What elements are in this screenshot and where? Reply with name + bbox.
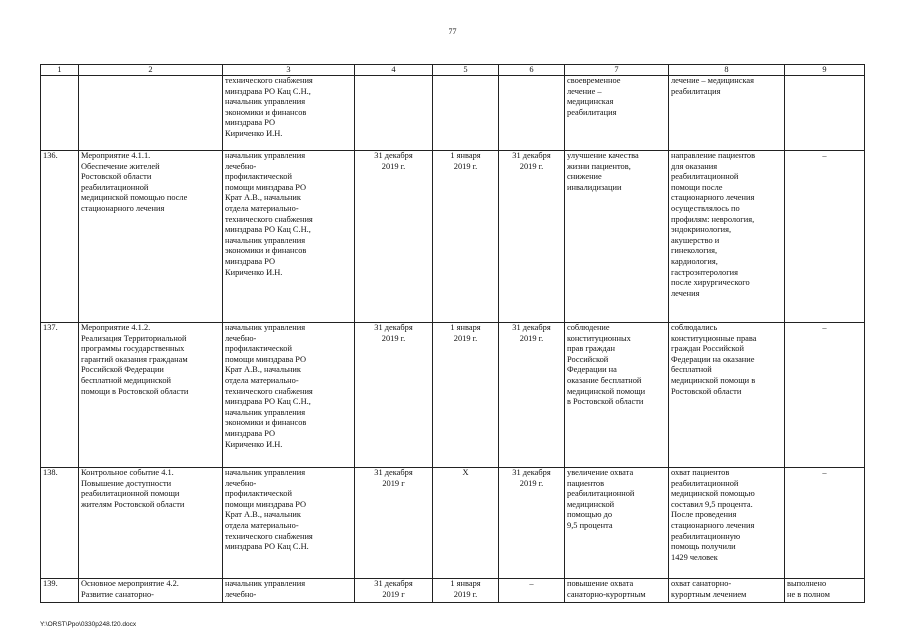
table-row (41, 468, 865, 579)
planned-end-date: 31 декабря 2019 г (355, 468, 433, 579)
column-number: 5 (433, 65, 499, 76)
actual-end-date: – (499, 579, 565, 603)
actual-start-date: 1 января 2019 г. (433, 579, 499, 603)
planned-end-date: 31 декабря 2019 г (355, 579, 433, 603)
actual-result: охват пациентов реабилитационной медицинской помощью составил 9,5 процента. После проведения стационарного лечения реабилитационную помощь получили 1429 человек (669, 468, 785, 579)
measure-name: Мероприятие 4.1.1. Обеспечение жителей Ростовской области реабилитационной медицинской помощью после стационарного лечения (79, 151, 223, 323)
row-number: 136. (41, 151, 79, 323)
planned-result: соблюдение конституционных прав граждан Российской Федерации на оказание бесплатной медицинской помощи в Ростовской области (565, 323, 669, 468)
column-number: 4 (355, 65, 433, 76)
measure-name: Контрольное событие 4.1. Повышение доступности реабилитационной помощи жителям Ростовской области (79, 468, 223, 579)
row-number (41, 76, 79, 151)
failure-reason: выполнено не в полном (785, 579, 865, 603)
actual-end-date: 31 декабря 2019 г. (499, 468, 565, 579)
row-number: 138. (41, 468, 79, 579)
responsible-executor: технического снабжения минздрава РО Кац С.Н., начальник управления экономики и финансов минздрава РО Кириченко И.Н. (223, 76, 355, 151)
column-number-row (41, 65, 865, 76)
file-path-footer: Y:\ORST\Ppo\0330p248.f20.docx (40, 621, 137, 628)
measure-name (79, 76, 223, 151)
planned-result: увеличение охвата пациентов реабилитационной медицинской помощью до 9,5 процента (565, 468, 669, 579)
actual-start-date: 1 января 2019 г. (433, 151, 499, 323)
planned-end-date: 31 декабря 2019 г. (355, 323, 433, 468)
column-number: 3 (223, 65, 355, 76)
column-number: 7 (565, 65, 669, 76)
actual-end-date (499, 76, 565, 151)
page-number: 77 (448, 27, 457, 36)
row-number: 139. (41, 579, 79, 603)
responsible-executor: начальник управления лечебно- профилактической помощи минздрава РО Крат А.В., начальник отдела материально- технического снабжения минздрава РО Кац С.Н., начальник управления экономики и финансов минздрава РО Кириченко И.Н. (223, 323, 355, 468)
table-row (41, 323, 865, 468)
column-number: 6 (499, 65, 565, 76)
responsible-executor: начальник управления лечебно- профилактической помощи минздрава РО Крат А.В., начальник отдела материально- технического снабжения минздрава РО Кац С.Н. (223, 468, 355, 579)
table-row (41, 151, 865, 323)
actual-start-date: 1 января 2019 г. (433, 323, 499, 468)
column-number: 1 (41, 65, 79, 76)
measure-name: Основное мероприятие 4.2. Развитие санаторно- (79, 579, 223, 603)
failure-reason (785, 76, 865, 151)
planned-end-date (355, 76, 433, 151)
row-number: 137. (41, 323, 79, 468)
actual-result: лечение – медицинская реабилитация (669, 76, 785, 151)
planned-result: улучшение качества жизни пациентов, снижение инвалидизации (565, 151, 669, 323)
planned-result: повышение охвата санаторно-курортным (565, 579, 669, 603)
failure-reason: – (785, 151, 865, 323)
report-table (40, 64, 865, 603)
actual-end-date: 31 декабря 2019 г. (499, 323, 565, 468)
column-number: 8 (669, 65, 785, 76)
column-number: 2 (79, 65, 223, 76)
actual-result: направление пациентов для оказания реабилитационной помощи после стационарного лечения осуществлялось по профилям: неврология, эндокринология, акушерство и гинекология, кардиология, гастроэнтерология после хирургического лечения (669, 151, 785, 323)
failure-reason: – (785, 468, 865, 579)
actual-start-date: Х (433, 468, 499, 579)
actual-end-date: 31 декабря 2019 г. (499, 151, 565, 323)
actual-result: соблюдались конституционные права граждан Российской Федерации на оказание бесплатной медицинской помощи в Ростовской области (669, 323, 785, 468)
table-row (41, 579, 865, 603)
actual-result: охват санаторно- курортным лечением (669, 579, 785, 603)
failure-reason: – (785, 323, 865, 468)
planned-end-date: 31 декабря 2019 г. (355, 151, 433, 323)
planned-result: своевременное лечение – медицинская реабилитация (565, 76, 669, 151)
actual-start-date (433, 76, 499, 151)
responsible-executor: начальник управления лечебно- профилактической помощи минздрава РО Крат А.В., начальник отдела материально- технического снабжения минздрава РО Кац С.Н., начальник управления экономики и финансов минздрава РО Кириченко И.Н. (223, 151, 355, 323)
column-number: 9 (785, 65, 865, 76)
measure-name: Мероприятие 4.1.2. Реализация Территориальной программы государственных гарантий оказания гражданам Российской Федерации бесплатной медицинской помощи в Ростовской области (79, 323, 223, 468)
table-row (41, 76, 865, 151)
responsible-executor: начальник управления лечебно- (223, 579, 355, 603)
